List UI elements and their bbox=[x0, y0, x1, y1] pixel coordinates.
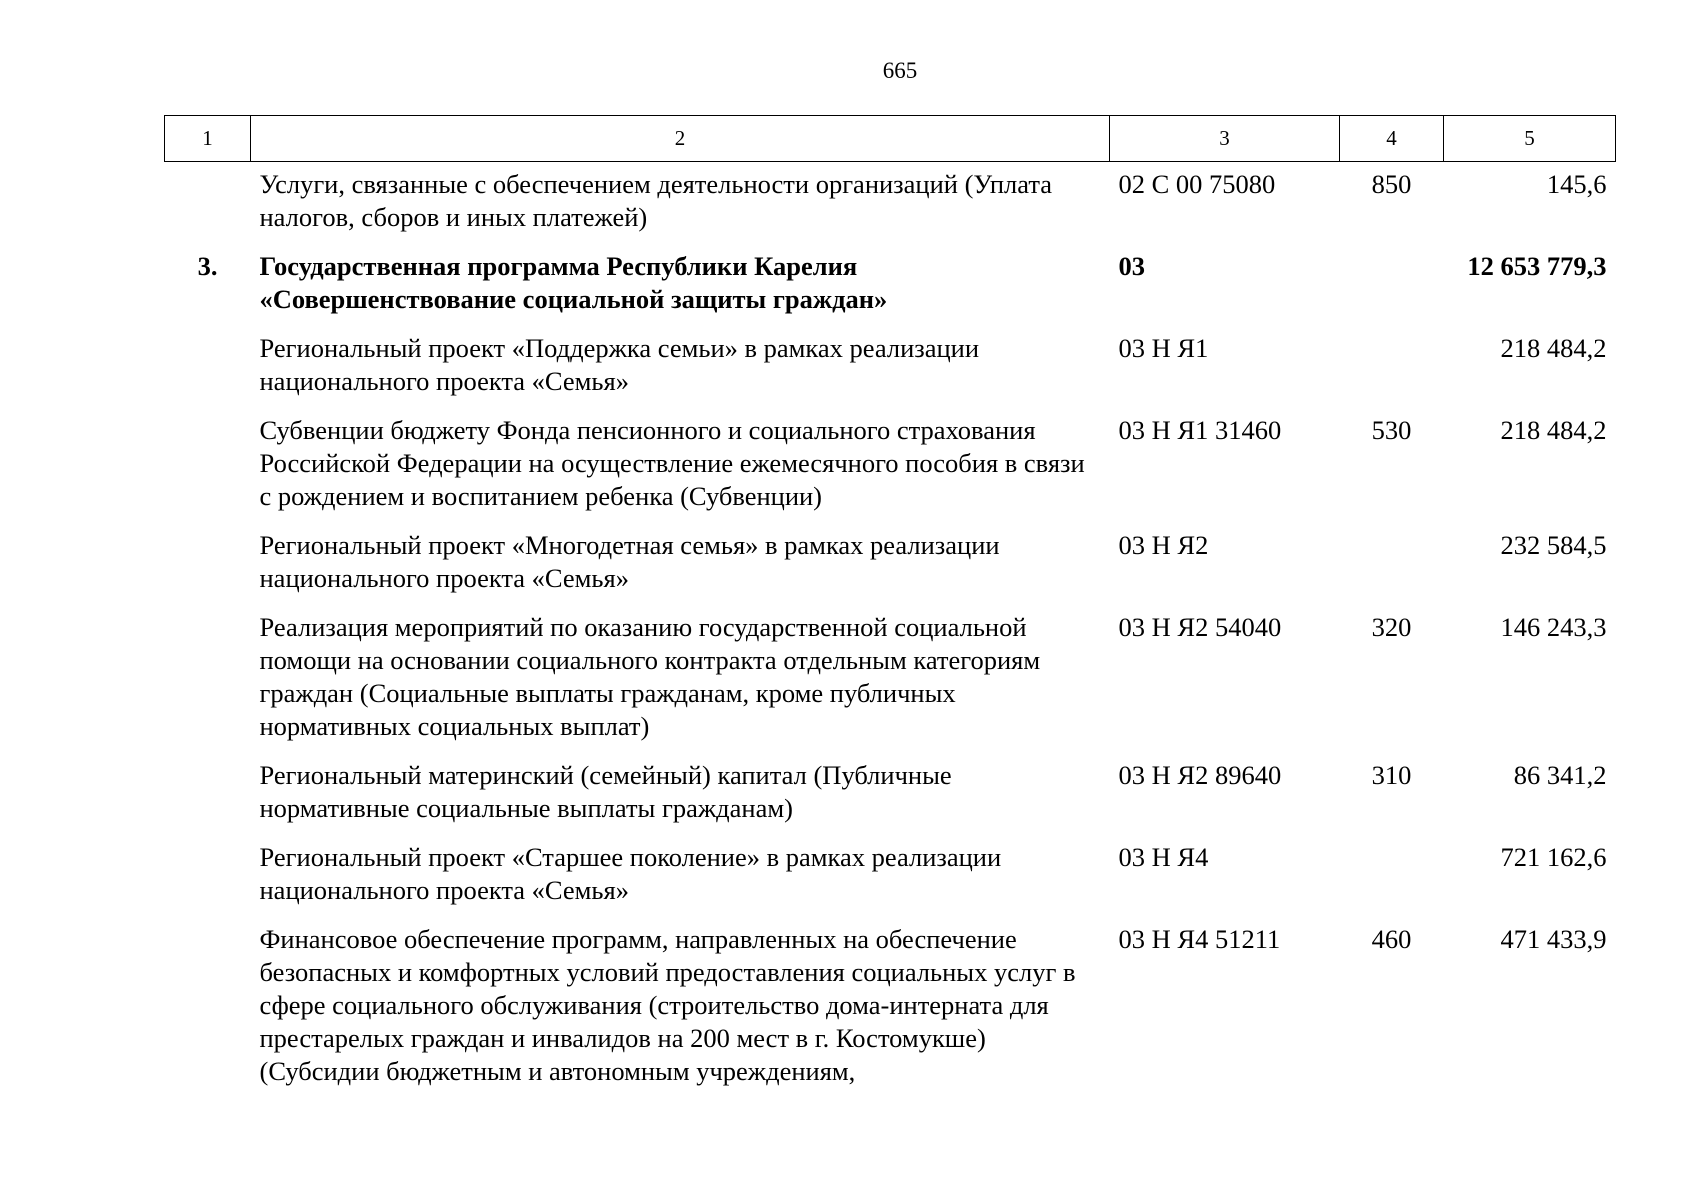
row-name: Государственная программа Республики Карелия «Совершенствование социальной защиты граждан» bbox=[259, 251, 888, 314]
row-expense-type bbox=[1340, 250, 1444, 332]
row-expense-type: 530 bbox=[1371, 415, 1412, 445]
header-col-3: 3 bbox=[1110, 116, 1340, 162]
row-name: Услуги, связанные с обеспечением деятельности организаций (Уплата налогов, сборов и иных платежей) bbox=[259, 169, 1052, 232]
budget-table bbox=[164, 115, 1616, 1104]
row-expense-type: 320 bbox=[1371, 612, 1412, 642]
table-header bbox=[165, 116, 1616, 162]
header-row bbox=[165, 116, 1616, 162]
row-name: Субвенции бюджету Фонда пенсионного и социального страхования Российской Федерации на осуществление ежемесячного пособия в связи с рождением и воспитанием ребенка (Субвенции) bbox=[259, 415, 1085, 511]
row-code: 03 Н Я1 31460 bbox=[1118, 415, 1282, 445]
header-col-2: 2 bbox=[251, 116, 1110, 162]
table-row bbox=[165, 162, 1616, 251]
page-number: 665 bbox=[882, 58, 918, 83]
row-amount: 471 433,9 bbox=[1500, 924, 1607, 954]
row-amount: 721 162,6 bbox=[1500, 842, 1607, 872]
header-col-4: 4 bbox=[1340, 116, 1444, 162]
table-row bbox=[165, 529, 1616, 611]
row-amount: 232 584,5 bbox=[1500, 530, 1607, 560]
row-expense-type bbox=[1340, 529, 1444, 611]
table-row bbox=[165, 923, 1616, 1104]
row-name: Региональный проект «Старшее поколение» в рамках реализации национального проекта «Семья» bbox=[259, 842, 1002, 905]
row-amount: 145,6 bbox=[1546, 169, 1607, 199]
row-code: 03 Н Я2 54040 bbox=[1118, 612, 1282, 642]
table-row bbox=[165, 759, 1616, 841]
row-expense-type: 460 bbox=[1371, 924, 1412, 954]
row-amount: 146 243,3 bbox=[1500, 612, 1607, 642]
row-number bbox=[165, 841, 251, 923]
table-row bbox=[165, 841, 1616, 923]
header-col-5: 5 bbox=[1444, 116, 1616, 162]
row-amount: 218 484,2 bbox=[1500, 415, 1607, 445]
row-number bbox=[165, 414, 251, 529]
row-number bbox=[165, 162, 251, 251]
row-code: 03 bbox=[1118, 251, 1145, 281]
row-code: 03 Н Я4 bbox=[1118, 842, 1209, 872]
row-code: 03 Н Я2 89640 bbox=[1118, 760, 1282, 790]
row-expense-type bbox=[1340, 841, 1444, 923]
row-code: 02 С 00 75080 bbox=[1118, 169, 1276, 199]
row-name: Финансовое обеспечение программ, направленных на обеспечение безопасных и комфортных условий предоставления социальных услуг в сфере социального обслуживания (строительство дома-интерната для престарелых граждан и инвалидов на 200 мест в г. Костомукше) (Субсидии бюджетным и автономным учреждениям, bbox=[259, 924, 1076, 1086]
row-expense-type: 850 bbox=[1371, 169, 1412, 199]
row-number bbox=[165, 759, 251, 841]
row-expense-type bbox=[1340, 332, 1444, 414]
table-row bbox=[165, 250, 1616, 332]
row-number: 3. bbox=[197, 251, 218, 281]
row-amount: 12 653 779,3 bbox=[1467, 251, 1607, 281]
row-name: Региональный проект «Поддержка семьи» в рамках реализации национального проекта «Семья» bbox=[259, 333, 980, 396]
row-name: Реализация мероприятий по оказанию государственной социальной помощи на основании социального контракта отдельным категориям граждан (Социальные выплаты гражданам, кроме публичных нормативных социальных выплат) bbox=[259, 612, 1041, 741]
table-row bbox=[165, 414, 1616, 529]
row-number bbox=[165, 611, 251, 759]
table-row bbox=[165, 611, 1616, 759]
row-name: Региональный проект «Многодетная семья» в рамках реализации национального проекта «Семья» bbox=[259, 530, 1000, 593]
row-code: 03 Н Я1 bbox=[1118, 333, 1209, 363]
header-col-1: 1 bbox=[165, 116, 251, 162]
table-row bbox=[165, 332, 1616, 414]
row-amount: 218 484,2 bbox=[1500, 333, 1607, 363]
table-body bbox=[165, 162, 1616, 1105]
row-number bbox=[165, 923, 251, 1104]
row-amount: 86 341,2 bbox=[1513, 760, 1607, 790]
row-number bbox=[165, 529, 251, 611]
row-code: 03 Н Я4 51211 bbox=[1118, 924, 1281, 954]
row-code: 03 Н Я2 bbox=[1118, 530, 1209, 560]
row-name: Региональный материнский (семейный) капитал (Публичные нормативные социальные выплаты гражданам) bbox=[259, 760, 952, 823]
row-number bbox=[165, 332, 251, 414]
row-expense-type: 310 bbox=[1371, 760, 1412, 790]
